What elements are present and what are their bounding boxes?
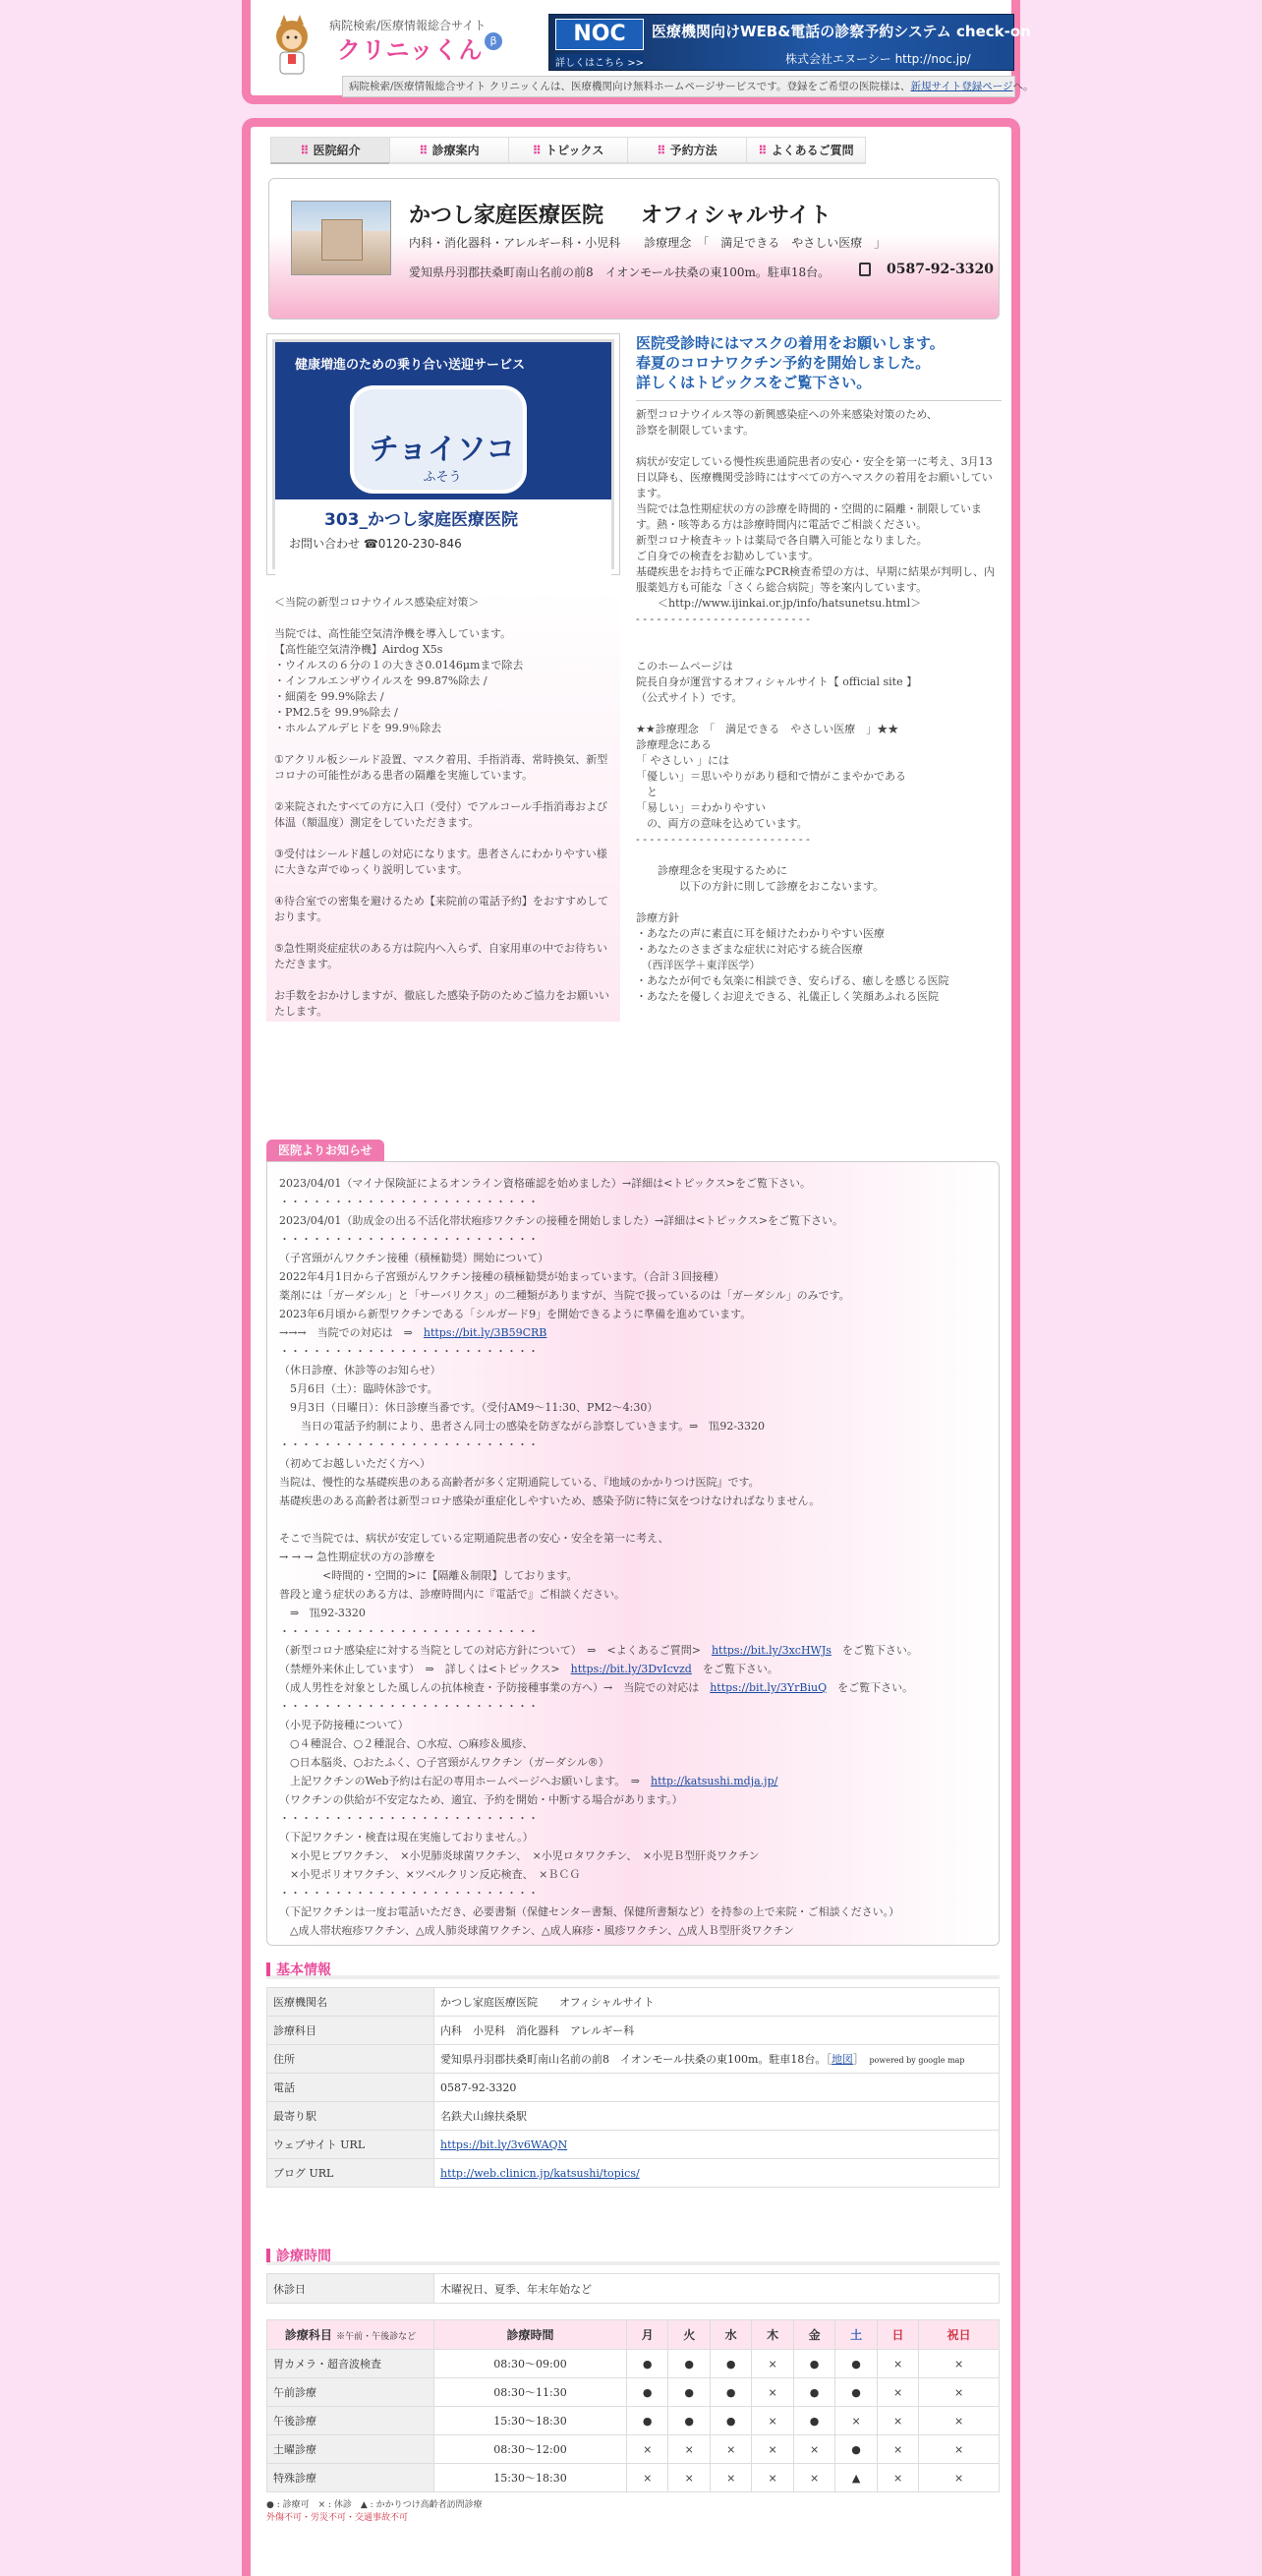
tab-label: トピックス xyxy=(545,144,604,157)
clinic-name: かつし家庭医療医院 xyxy=(409,203,604,228)
day-header: 水 xyxy=(710,2320,751,2350)
tab-faq[interactable] xyxy=(746,137,866,164)
divider xyxy=(636,400,1002,401)
banner-company: 株式会社エヌーシー http://noc.jp/ xyxy=(785,52,971,66)
table-row xyxy=(267,2131,1000,2159)
holiday-label: 休診日 xyxy=(267,2274,434,2304)
sign-tel: お問い合わせ ☎0120-230-846 xyxy=(289,537,462,551)
tab-label: 診療案内 xyxy=(431,144,480,157)
hours-mark: × xyxy=(710,2464,751,2492)
hours-mark: ● xyxy=(835,2378,877,2407)
service-notice xyxy=(342,76,1034,97)
hours-mark: × xyxy=(752,2350,793,2378)
main-content xyxy=(242,118,1020,2576)
banner-detail-link[interactable]: 詳しくはこちら >> xyxy=(555,54,644,68)
hours-mark: ▲ xyxy=(835,2464,877,2492)
basic-info-title: 基本情報 xyxy=(266,1960,1000,1979)
row-value: 0587-92-3320 xyxy=(434,2074,1000,2102)
subject-header-note: ※午前・午後診など xyxy=(336,2332,417,2342)
row-label: 医療機関名 xyxy=(267,1988,434,2017)
table-row xyxy=(267,2074,1000,2102)
hours-mark: ● xyxy=(793,2378,834,2407)
hours-mark: × xyxy=(877,2378,918,2407)
hours-mark: × xyxy=(752,2464,793,2492)
hours-mark: ● xyxy=(668,2350,710,2378)
hours-mark: × xyxy=(752,2378,793,2407)
hours-row-time: 08:30～09:00 xyxy=(434,2350,627,2378)
table-row xyxy=(267,2464,1000,2492)
sign-sub: ふそう xyxy=(423,470,462,485)
tab-label: よくあるご質問 xyxy=(771,144,854,157)
holiday-table xyxy=(266,2273,1000,2304)
row-value: 名鉄犬山線扶桑駅 xyxy=(434,2102,1000,2131)
grip-icon: ⠿ xyxy=(419,144,429,157)
hours-mark: × xyxy=(919,2350,1000,2378)
news-text-1: 2023/04/01（マイナ保険証によるオンライン資格確認を始めました）→詳細は<トピックス>をご覧下さい。 ・・・・・・・・・・・・・・・・・・・・・・・・ 2023/04/01（助成金の出る不活化帯状疱疹ワクチンの接種を開始しました）→詳細は<トピックス>をご覧下さい。 ・・・・・・・・・・・・・・・・・・・・・・・・ （子宮頸がんワクチン接種（積極勧奨）開始について） 2022年4月1日から子宮頸がんワクチン接種の積極勧奨が始まっています。（合計３回接種） 薬剤には「ガーダシル」と「サーバリクス」の二種類がありますが、当院で扱っているのは「ガーダシル」のみです。 2023年6月頃から新型ワクチンである「シルガード9」を開始できるように準備を進めています。 →→→ 当院での対応は ⇒ xyxy=(279,1177,850,1339)
table-row xyxy=(267,2045,1000,2074)
official-site-label: オフィシャルサイト xyxy=(641,203,832,228)
clinic-building-photo xyxy=(291,201,391,275)
grip-icon: ⠿ xyxy=(532,144,542,157)
news-segment: をご覧下さい。 （成人男性を対象とした風しんの抗体検査・予防接種事業の方へ）→ 当院での対応は xyxy=(279,1663,778,1694)
row-value xyxy=(434,2045,1000,2074)
day-header-saturday: 土 xyxy=(835,2320,877,2350)
mask-notice-headline: 医院受診時にはマスクの着用をお願いします。 春夏のコロナワクチン予約を開始しました。 詳しくはトピックスをご覧下さい。 xyxy=(636,334,945,391)
legend-restrictions: 外傷不可・労災不可・交通事故不可 xyxy=(266,2513,409,2523)
hours-mark: × xyxy=(668,2435,710,2464)
row-label: 電話 xyxy=(267,2074,434,2102)
hours-mark: × xyxy=(793,2464,834,2492)
hours-mark: ● xyxy=(710,2350,751,2378)
hpv-link[interactable]: https://bit.ly/3B59CRB xyxy=(423,1326,547,1339)
beta-badge: β xyxy=(485,32,502,50)
hours-mark: ● xyxy=(710,2378,751,2407)
map-link[interactable]: 地図 xyxy=(831,2053,853,2066)
hours-mark: × xyxy=(919,2378,1000,2407)
vaccine-reservation-link[interactable]: http://katsushi.mdja.jp/ xyxy=(651,1775,778,1787)
hours-row-time: 08:30～11:30 xyxy=(434,2378,627,2407)
sign-stop-name: 303_かつし家庭医療医院 xyxy=(324,510,518,530)
row-label: 住所 xyxy=(267,2045,434,2074)
hours-table xyxy=(266,2319,1000,2492)
bracket: ］ xyxy=(852,2053,859,2066)
news-segment: をご覧下さい。 ・・・・・・・・・・・・・・・・・・・・・・・・ （小児予防接種について） ○４種混合、○２種混合、○水痘、○麻疹＆風疹、 ○日本脳炎、○おたふく、○子宮頸がんワクチン（ガーダシル®） 上記ワクチンのWeb予約は右記の専用ホームページへお願いします。 ⇒ xyxy=(279,1681,914,1787)
hours-mark: ● xyxy=(835,2435,877,2464)
news-text-3: （ワクチンの供給が不安定なため、適宜、予約を開始・中断する場合があります。） ・・・・・・・・・・・・・・・・・・・・・・・・ （下記ワクチン・検査は現在実施しておりません。） ×小児ヒブワクチン、 ×小児肺炎球菌ワクチン、 ×小児ロタワクチン、 ×小児Ｂ型肝炎ワクチン ×小児ポリオワクチン、×ツベルクリン反応検査、 ×ＢＣＧ ・・・・・・・・・・・・・・・・・・・・・・・・ （下記ワクチンは一度お電話いただき、必要書類（保健センター書類、保健所書類など）を持参の上で来院・ご相談ください。） △成人帯状疱疹ワクチン、△成人肺炎球菌ワクチン、△成人麻疹・風疹ワクチン、△成人Ｂ型肝炎ワクチン xyxy=(279,1793,900,1937)
news-tab: 医院よりお知らせ xyxy=(266,1140,384,1161)
hours-mark: ● xyxy=(668,2378,710,2407)
hours-mark: × xyxy=(919,2435,1000,2464)
hours-mark: × xyxy=(793,2435,834,2464)
hours-row-time: 15:30～18:30 xyxy=(434,2464,627,2492)
subject-header-label: 診療科目 xyxy=(284,2328,332,2342)
choisoko-logo xyxy=(350,385,527,494)
logo-subtitle: 病院検索/医療情報総合サイト xyxy=(329,19,487,32)
clinic-intro-text xyxy=(636,333,1002,1005)
hours-row-name: 特殊診療 xyxy=(267,2464,434,2492)
shuttle-service-photo xyxy=(266,333,620,575)
day-header-holiday: 祝日 xyxy=(919,2320,1000,2350)
table-row xyxy=(267,2435,1000,2464)
noc-logo: NOC xyxy=(555,19,644,50)
hours-mark: ● xyxy=(793,2350,834,2378)
clinic-phone[interactable]: 0587-92-3320 xyxy=(887,262,995,277)
phone-icon xyxy=(859,263,871,276)
tab-topics[interactable] xyxy=(508,137,628,164)
clinic-header xyxy=(268,178,1000,320)
hours-body xyxy=(267,2350,1000,2492)
hours-mark: × xyxy=(668,2464,710,2492)
main-nav xyxy=(270,137,865,164)
hours-mark: ● xyxy=(627,2378,668,2407)
tab-reservation[interactable] xyxy=(627,137,747,164)
table-row xyxy=(267,2102,1000,2131)
row-label: ウェブサイト URL xyxy=(267,2131,434,2159)
faq-link[interactable]: https://bit.ly/3xcHWJs xyxy=(711,1644,832,1657)
hours-legend xyxy=(266,2499,483,2525)
notice-text: 病院検索/医療情報総合サイト クリニッくんは、医療機関向け無料ホームページサービスです。登録をご希望の医院様は、 xyxy=(349,81,911,92)
hours-mark: × xyxy=(877,2350,918,2378)
row-label: ブログ URL xyxy=(267,2159,434,2188)
hours-mark: ● xyxy=(835,2350,877,2378)
news-text-2 xyxy=(279,1342,987,1790)
hours-mark: × xyxy=(919,2464,1000,2492)
hours-mark: ● xyxy=(793,2407,834,2435)
day-header: 金 xyxy=(793,2320,834,2350)
hours-mark: × xyxy=(710,2435,751,2464)
hours-mark: ● xyxy=(627,2350,668,2378)
hours-row-name: 午前診療 xyxy=(267,2378,434,2407)
sign-word: チョイソコ xyxy=(369,433,516,467)
grip-icon: ⠿ xyxy=(758,144,768,157)
tab-medical-info[interactable] xyxy=(389,137,509,164)
hours-mark: × xyxy=(877,2435,918,2464)
table-row xyxy=(267,2274,1000,2304)
hours-mark: ● xyxy=(710,2407,751,2435)
notice-tail: へ。 xyxy=(1012,81,1034,92)
table-row xyxy=(267,2159,1000,2188)
mascot-logo[interactable] xyxy=(266,15,317,80)
clinic-departments: 内科・消化器科・アレルギー科・小児科 診療理念 「 満足できる やさしい医療 」 xyxy=(409,236,887,250)
news-segment: ・・・・・・・・・・・・・・・・・・・・・・・・ （休日診療、休診等のお知らせ） 5月6日（土）：臨時休診です。 9月3日（日曜日）：休日診療当番です。（受付AM9～11:30、PM2～4:30） 当日の電話予約制により、患者さん同士の感染を防ぎながら診察していきます。⇒ ℡92-3320 ・・・・・・・・・・・・・・・・・・・・・・・・ （初めてお越しいただく方へ） 当院は、慢性的な基礎疾患のある高齢者が多く定期通院している、『地域のかかりつけ医院』です。 基礎疾患のある高齢者は新型コロナ感染が重症化しやすいため、感染予防に特に気をつけなければなりません。 そこで当院では、病状が安定している定期通院患者の安心・安全を第一に考え、 → → → 急性期症状の方の診療を <時間的・空間的>に【隔離＆制限】しております。 普段と違う症状のある方は、診療時間内に『電話で』ご相談ください。 ⇒ ℡92-3320 ・・・・・・・・・・・・・・・・・・・・・・・・ （新型コロナ感染症に対する当院としての対応方針について） ⇒ <よくあるご質問> xyxy=(279,1345,821,1657)
hours-row-time: 15:30～18:30 xyxy=(434,2407,627,2435)
news-box xyxy=(266,1161,1000,1946)
hours-mark: × xyxy=(835,2407,877,2435)
hours-mark: × xyxy=(877,2407,918,2435)
logo-title[interactable]: クリニッくん xyxy=(337,36,484,64)
google-map-credit: powered by google map xyxy=(869,2056,965,2065)
basic-info-table xyxy=(266,1987,1000,2188)
grip-icon: ⠿ xyxy=(300,144,310,157)
sign-top-text: 健康増進のための乗り合い送迎サービス xyxy=(295,358,526,373)
hours-mark: × xyxy=(627,2464,668,2492)
holiday-value: 木曜祝日、夏季、年末年始など xyxy=(434,2274,1000,2304)
address-text: 愛知県丹羽郡扶桑町南山名前の前8 イオンモール扶桑の東100m。駐車18台。［ xyxy=(440,2053,832,2066)
time-header: 診療時間 xyxy=(434,2320,627,2350)
hours-mark: ● xyxy=(668,2407,710,2435)
day-header: 木 xyxy=(752,2320,793,2350)
rubella-link[interactable]: https://bit.ly/3YrBiuQ xyxy=(710,1681,828,1694)
new-site-register-link[interactable]: 新規サイト登録ページ xyxy=(910,81,1013,92)
smoking-link[interactable]: https://bit.ly/3DvIcvzd xyxy=(570,1663,692,1675)
blog-url-link[interactable]: http://web.clinicn.jp/katsushi/topics/ xyxy=(440,2166,640,2180)
hours-row-name: 午後診療 xyxy=(267,2407,434,2435)
hours-title: 診療時間 xyxy=(266,2246,1000,2265)
check-on-banner[interactable] xyxy=(548,14,1031,71)
table-row xyxy=(267,2017,1000,2045)
clinic-address: 愛知県丹羽郡扶桑町南山名前の前8 イオンモール扶桑の東100m。駐車18台。 xyxy=(409,265,831,279)
infection-measures-text: ＜当院の新型コロナウイルス感染症対策＞ 当院では、高性能空気清浄機を導入しています。 【高性能空気清浄機】Airdog X5s ・ウイルスの６分の１の大きさ0.0146μmまで除去 ・インフルエンザウイルスを 99.87%除去 / ・細菌を 99.9%除去 / ・PM2.5を 99.9%除去 / ・ホルムアルデヒドを 99.9％除去 ①アクリル板シールド設置、マスク着用、手指消毒、常時換気、新型コロナの可能性がある患者の隔離を実施しています。 ②来院されたすべての方に入口（受付）でアルコール手指消毒および体温（額温度）測定をしていただきます。 ③受付はシールド越しの対応になります。患者さんにわかりやすい様に大きな声でゆっくり説明しています。 ④待合室での密集を避けるため【来院前の電話予約】をおすすめしております。 ⑤急性期炎症症状のある方は院内へ入らず、自家用車の中でお待ちいただきます。 お手数をおかけしますが、徹底した感染予防のためご協力をお願いいたします。 xyxy=(266,589,620,1022)
legend-marks: ● : 診療可 × : 休診 ▲ : かかりつけ高齢者訪問診療 xyxy=(266,2500,483,2510)
banner-text: 医療機関向けWEB&電話の診察予約システム check-on xyxy=(652,23,1031,40)
intro-body: 新型コロナウイルス等の新興感染症への外来感染対策のため、 診察を制限しています。 病状が安定している慢性疾患通院患者の安心・安全を第一に考え、3月13日以降も、医療機関受診時にはすべての方へマスクの着用をお願いしています。 当院では急性期症状の方の診療を時間的・空間的に隔離・制限しています。熱・咳等ある方は診療時間内に電話でご相談ください。 新型コロナ検査キットは薬局で各自購入可能となりました。 ご自身での検査をお勧めしています。 基礎疾患をお持ちで正確なPCR検査希望の方は、早期に結果が判明し、内服薬処方も可能な「さくら総合病院」等を案内しています。 ＜http://www.ijinkai.or.jp/info/hatsunetsu.html＞ - - - - - - - - - - - - - - - - - - - - - - - - - このホームページは 院長自身が運営するオフィシャルサイト【 official site 】 （公式サイト）です。 ★★診療理念 「 満足できる やさしい医療 」★★ 診療理念にある 「 やさしい 」には 「優しい」＝思いやりがあり穏和で情がこまやかである と 「易しい」＝わかりやすい の、両方の意味を込めています。 - - - - - - - - - - - - - - - - - - - - - - - - - 診療理念を実現するために 以下の方針に則して診療をおこないます。 診療方針 ・あなたの声に素直に耳を傾けたわかりやすい医療 ・あなたのさまざまな症状に対応する統合医療 （西洋医学＋東洋医学） ・あなたが何でも気楽に相談でき、安らげる、癒しを感じる医院 ・あなたを優しくお迎えできる、礼儀正しく笑顔あふれる医院 xyxy=(636,408,995,1003)
hours-row-time: 08:30～12:00 xyxy=(434,2435,627,2464)
day-header: 火 xyxy=(668,2320,710,2350)
hours-mark: × xyxy=(752,2435,793,2464)
table-header-row xyxy=(267,2320,1000,2350)
tab-label: 医院紹介 xyxy=(313,144,361,157)
table-row xyxy=(267,2407,1000,2435)
row-label: 最寄り駅 xyxy=(267,2102,434,2131)
row-value xyxy=(434,2131,1000,2159)
hours-mark: × xyxy=(919,2407,1000,2435)
row-value: かつし家庭医療医院 オフィシャルサイト xyxy=(434,1988,1000,2017)
row-value: 内科 小児科 消化器科 アレルギー科 xyxy=(434,2017,1000,2045)
grip-icon: ⠿ xyxy=(657,144,666,157)
hours-mark: ● xyxy=(627,2407,668,2435)
hours-mark: × xyxy=(752,2407,793,2435)
clinic-title xyxy=(409,199,832,229)
hours-row-name: 胃カメラ・超音波検査 xyxy=(267,2350,434,2378)
day-header-sunday: 日 xyxy=(877,2320,918,2350)
row-label: 診療科目 xyxy=(267,2017,434,2045)
table-row xyxy=(267,2350,1000,2378)
day-header: 月 xyxy=(627,2320,668,2350)
hours-mark: × xyxy=(877,2464,918,2492)
tab-clinic-intro[interactable] xyxy=(270,137,390,164)
site-header xyxy=(242,0,1034,104)
table-row xyxy=(267,1988,1000,2017)
hours-row-name: 土曜診療 xyxy=(267,2435,434,2464)
hours-mark: × xyxy=(627,2435,668,2464)
tab-label: 予約方法 xyxy=(669,144,717,157)
news-segment: をご覧下さい。 （禁煙外来休止しています） ⇒ 詳しくは<トピックス> xyxy=(279,1644,918,1675)
website-url-link[interactable]: https://bit.ly/3v6WAQN xyxy=(440,2137,568,2151)
table-row xyxy=(267,2378,1000,2407)
subject-header xyxy=(267,2320,434,2350)
row-value xyxy=(434,2159,1000,2188)
